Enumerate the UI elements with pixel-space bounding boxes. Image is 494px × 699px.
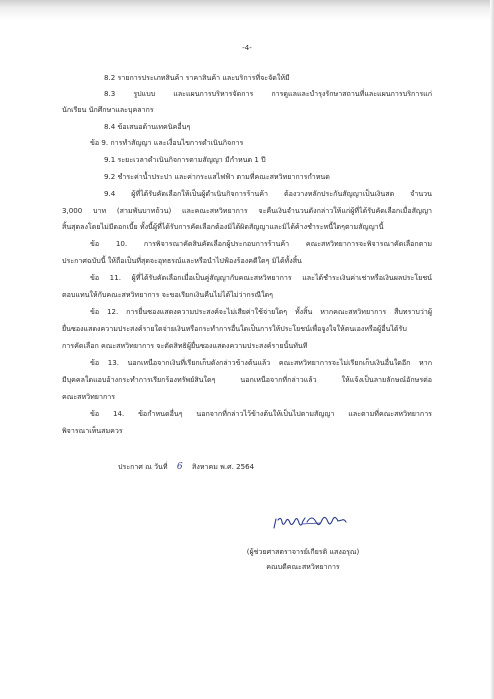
handwritten-signature: [272, 510, 352, 534]
announcement-date-suffix: สิงหาคม พ.ศ. 2564: [192, 462, 255, 471]
signer-name: (ผู้ช่วยศาสตราจารย์เกียรติ แสงอรุณ): [246, 547, 360, 556]
item-8-3-line2: นักเรียน นักศึกษาและบุคลากร: [62, 105, 154, 114]
clause-14-line1: ข้อ 14. ข้อกำหนดอื่นๆ นอกจากที่กล่าวไว้ข้างต้นให้เป็นไปตามสัญญา และตามที่คณะสหวิทยาการ: [90, 409, 432, 418]
clause-14-line2: พิจารณาเห็นสมควร: [62, 426, 123, 435]
scan-edge-shadow: [490, 0, 494, 699]
announcement-day-handwritten: 6: [176, 462, 183, 472]
clause-11-line2: ตอบแทนให้กับคณะสหวิทยาการ จะขอเรียกเงินคืนไม่ได้ไม่ว่ากรณีใดๆ: [62, 290, 273, 299]
item-8-2: 8.2 รายการประเภทสินค้า ราคาสินค้า และบริการที่จะจัดให้มี: [104, 73, 290, 82]
clause-12-line1: ข้อ 12. การยื่นซองแสดงความประสงค์จะไม่เสียค่าใช้จ่ายใดๆ ทั้งสิ้น หากคณะสหวิทยาการ สืบทราบว่าผู้: [90, 307, 432, 316]
clause-10-line2: ประกาศฉบับนี้ ให้ถือเป็นที่สุดจะอุทธรณ์และหรือนำไปฟ้องร้องคดีใดๆ มิได้ทั้งสิ้น: [62, 256, 302, 265]
announcement-date: [118, 462, 254, 472]
signer-position: คณบดีคณะสหวิทยาการ: [266, 562, 340, 571]
clause-11-line1: ข้อ 11. ผู้ที่ได้รับคัดเลือกเมื่อเป็นคู่สัญญากับคณะสหวิทยาการ และได้ชำระเงินค่าเช่าหรือเงินผลประโยชน์: [90, 273, 432, 282]
item-9-4-line1: 9.4 ผู้ที่ได้รับคัดเลือกให้เป็นผู้ดำเนินกิจการร้านค้า ต้องวางหลักประกันสัญญาเป็นเงินสด จำนวน: [104, 189, 432, 198]
item-9-4-line2: 3,000 บาท (สามพันบาทถ้วน) และคณะสหวิทยาการ จะคืนเงินจำนวนดังกล่าวให้แก่ผู้ที่ได้รับคัดเลือกเมื่อสัญญา: [62, 206, 432, 215]
clause-12-line2: ยื่นซองแสดงความประสงค์รายใดจ่ายเงินหรือกระทำการอื่นใดเป็นการให้ประโยชน์เพื่อจูงใจให้ตนเองหรือผู้อื่นได้รับ: [62, 324, 407, 333]
item-8-4: 8.4 ข้อเสนอด้านเทคนิคอื่นๆ: [104, 122, 191, 131]
clause-9-heading: ข้อ 9. การทำสัญญา และเงื่อนไขการดำเนินกิจการ: [90, 138, 244, 147]
clause-13-line1: ข้อ 13. นอกเหนือจากเงินที่เรียกเก็บดังกล่าวข้างต้นแล้ว คณะสหวิทยาการจะไม่เรียกเก็บเงินอื่นใดอีก หาก: [90, 358, 432, 367]
page-number: -4-: [242, 44, 252, 52]
scan-fold-shadow: [0, 0, 494, 20]
clause-13-line3: คณะสหวิทยาการ: [62, 392, 116, 401]
announcement-date-prefix: ประกาศ ณ วันที่: [118, 462, 168, 471]
clause-12-line3: การคัดเลือก คณะสหวิทยาการ จะตัดสิทธิผู้ยื่นซองแสดงความประสงค์รายนั้นทันที: [62, 341, 308, 350]
item-9-2: 9.2 ชำระค่าน้ำประปา และค่ากระแสไฟฟ้า ตามที่คณะสหวิทยาการกำหนด: [104, 172, 330, 181]
clause-10-line1: ข้อ 10. การพิจารณาคัดสินคัดเลือกผู้ประกอบการร้านค้า คณะสหวิทยาการจะพิจารณาคัดเลือกตาม: [90, 239, 432, 248]
item-9-4-line3: สิ้นสุดลงโดยไม่มีดอกเบี้ย ทั้งนี้ผู้ที่ได้รับการคัดเลือกต้องมิได้ผิดสัญญาและมิได้ค้างชำระหนี้ใดๆตามสัญญานี้: [62, 222, 384, 231]
item-9-1: 9.1 ระยะเวลาดำเนินกิจการตามสัญญา มีกำหนด 1 ปี: [104, 155, 266, 164]
clause-13-line2: มีบุคคลใดแอบอ้างกระทำการเรียกร้องทรัพย์สินใดๆ นอกเหนือจากที่กล่าวแล้ว ให้แจ้งเป็นลายลักษณ์อักษรต่อ: [62, 375, 432, 384]
item-8-3-line1: 8.3 รูปแบบ และแผนการบริหารจัดการ การดูแลและบำรุงรักษาสถานที่และแผนการบริการแก่: [104, 89, 432, 98]
